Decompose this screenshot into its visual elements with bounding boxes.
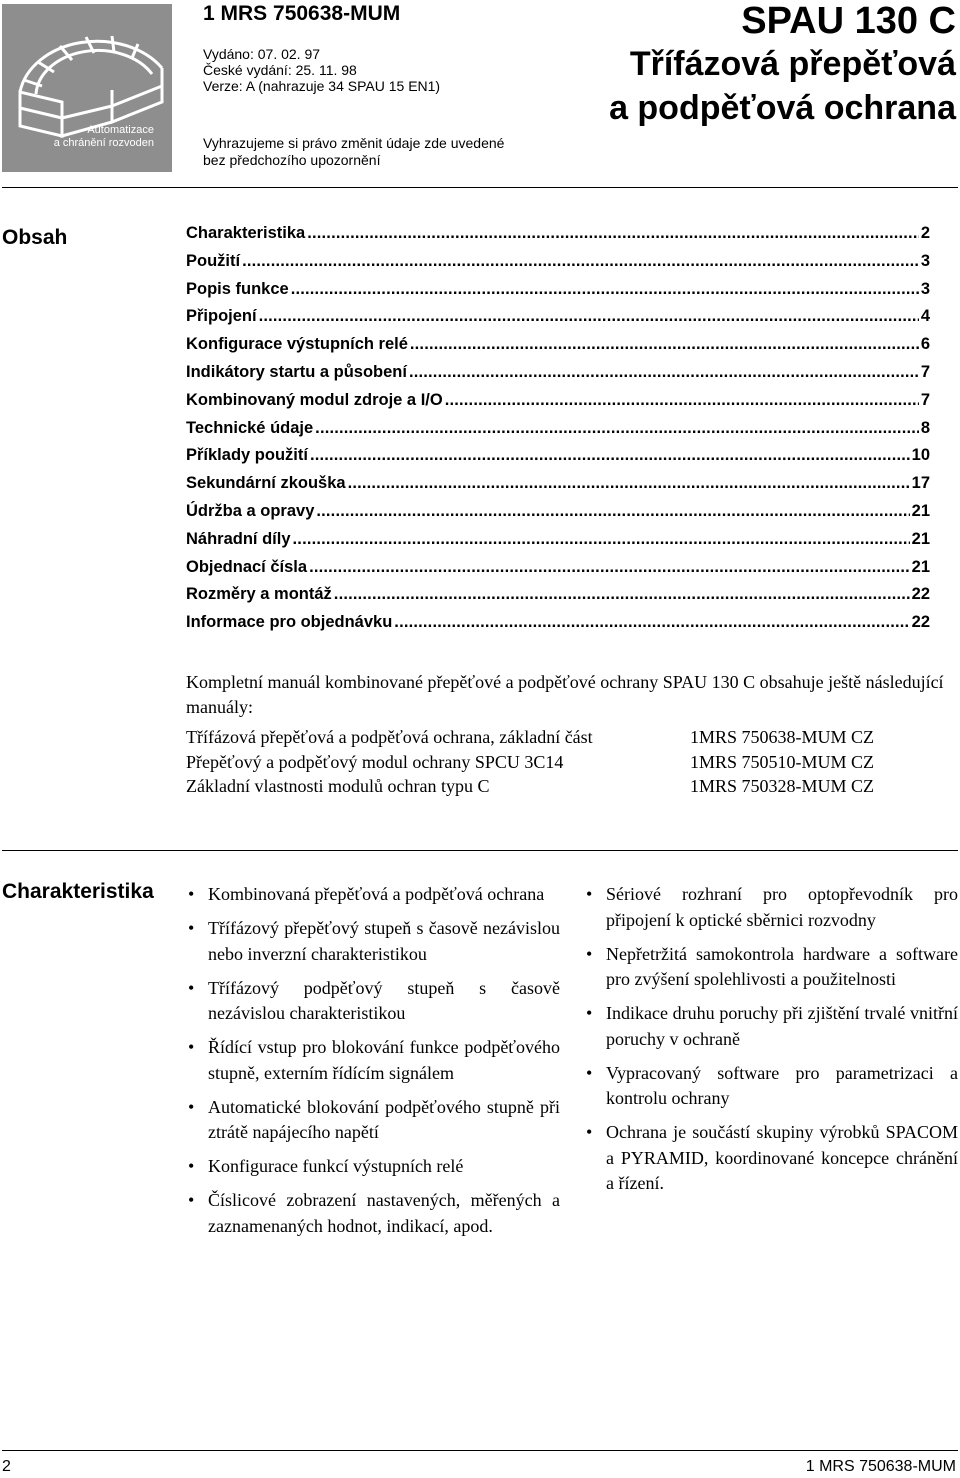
disclaimer-line-2: bez předchozího upozornění (203, 152, 381, 168)
toc-item[interactable] (186, 530, 930, 558)
toc-item[interactable] (186, 558, 930, 586)
toc-item-page: 21 (911, 557, 930, 576)
toc-item-page: 4 (920, 307, 930, 326)
toc-item-page: 22 (911, 585, 930, 604)
manual-name: Třífázová přepěťová a podpěťová ochrana, základní část (186, 727, 593, 747)
toc-item[interactable] (186, 613, 930, 641)
features-right-column (584, 882, 958, 1205)
document-meta (203, 46, 440, 94)
feature-item: • Vypracovaný software pro parametrizaci a kontrolu ochrany (584, 1061, 958, 1112)
toc-leader-dots (315, 419, 919, 438)
toc-item-page: 21 (911, 501, 930, 520)
toc-item-title: Údržba a opravy (186, 501, 315, 520)
toc-item-page: 3 (920, 251, 930, 270)
features-heading: Charakteristika (2, 880, 154, 903)
subtitle-line-1: Třífázová přepěťová (629, 45, 956, 83)
toc-item[interactable] (186, 419, 930, 447)
feature-item: • Řídící vstup pro blokování funkce podpěťového stupně, externím řídícím signálem (186, 1035, 560, 1086)
toc-leader-dots (348, 474, 910, 493)
toc-item-title: Kombinovaný modul zdroje a I/O (186, 390, 443, 409)
issued-date: Vydáno: 07. 02. 97 (203, 46, 321, 62)
manual-row (186, 727, 906, 752)
toc-leader-dots (310, 446, 910, 465)
contents-heading: Obsah (2, 226, 68, 249)
logo-caption-line-2: a chránění rozvoden (53, 137, 154, 149)
toc-item[interactable] (186, 585, 930, 613)
toc-item-title: Rozměry a montáž (186, 585, 332, 604)
manual-code: 1MRS 750510-MUM CZ (690, 751, 875, 772)
toc-item-page: 3 (920, 279, 930, 298)
toc-item-title: Indikátory startu a působení (186, 362, 407, 381)
toc-item-page: 10 (911, 446, 930, 465)
header-divider (2, 187, 958, 188)
footer-divider (2, 1450, 958, 1451)
toc-item[interactable] (186, 280, 930, 308)
toc-item[interactable] (186, 391, 930, 419)
toc-item-title: Charakteristika (186, 224, 306, 242)
manual-name: Základní vlastnosti modulů ochran typu C (186, 776, 490, 796)
manuals-intro: Kompletní manuál kombinované přepěťové a podpěťové ochrany SPAU 130 C obsahuje ještě následující manuály: (186, 672, 944, 717)
toc-item[interactable] (186, 307, 930, 335)
toc-leader-dots (394, 613, 909, 632)
toc-item-page: 21 (911, 529, 930, 548)
company-logo (2, 4, 172, 172)
toc-item-title: Popis funkce (186, 279, 289, 298)
toc-leader-dots (293, 530, 910, 549)
toc-item-page: 6 (920, 335, 930, 354)
version-info: Verze: A (nahrazuje 34 SPAU 15 EN1) (203, 78, 441, 94)
section-divider (2, 850, 958, 851)
toc-item[interactable] (186, 252, 930, 280)
subtitle-line-2: a podpěťová ochrana (609, 89, 956, 127)
feature-item: • Konfigurace funkcí výstupních relé (186, 1154, 560, 1180)
page-number: 2 (2, 1458, 11, 1475)
toc-item-page: 2 (920, 224, 930, 242)
feature-item: • Automatické blokování podpěťového stupně při ztrátě napájecího napětí (186, 1095, 560, 1146)
features-left-column (186, 882, 560, 1248)
toc-item[interactable] (186, 224, 930, 252)
manual-code: 1MRS 750638-MUM CZ (690, 727, 875, 747)
toc-item-title: Objednací čísla (186, 557, 308, 576)
toc-leader-dots (307, 224, 919, 243)
toc-item[interactable] (186, 446, 930, 474)
toc-leader-dots (409, 363, 919, 382)
feature-item: • Ochrana je součástí skupiny výrobků SPACOM a PYRAMID, koordinované koncepce chránění a řízení. (584, 1120, 958, 1197)
manual-row (186, 776, 906, 801)
toc-item-page: 22 (911, 613, 930, 632)
toc-item-title: Příklady použití (186, 446, 308, 465)
toc-item[interactable] (186, 335, 930, 363)
title-block (609, 0, 956, 130)
toc-item[interactable] (186, 502, 930, 530)
product-model: SPAU 130 C (741, 0, 956, 42)
toc-leader-dots (316, 502, 909, 521)
toc-item-title: Konfigurace výstupních relé (186, 335, 408, 354)
toc-item-title: Náhradní díly (186, 529, 291, 548)
toc-item-page: 8 (920, 418, 930, 437)
disclaimer-line-1: Vyhrazujeme si právo změnit údaje zde uvedené (203, 135, 505, 151)
toc-item-title: Použití (186, 251, 241, 270)
feature-item: • Třífázový podpěťový stupeň s časově nezávislou charakteristikou (186, 976, 560, 1027)
toc-leader-dots (410, 335, 919, 354)
logo-caption-line-1: Automatizace (87, 124, 154, 136)
table-of-contents (186, 224, 930, 641)
product-subtitle (609, 42, 956, 130)
feature-item: • Indikace druhu poruchy při zjištění trvalé vnitřní poruchy v ochraně (584, 1001, 958, 1052)
feature-item: • Nepřetržitá samokontrola hardware a software pro zvýšení spolehlivosti a použitelnosti (584, 942, 958, 993)
toc-item-title: Technické údaje (186, 418, 314, 437)
toc-leader-dots (242, 252, 919, 271)
czech-issue-date: České vydání: 25. 11. 98 (203, 62, 357, 78)
toc-leader-dots (445, 391, 919, 410)
toc-item-title: Sekundární zkouška (186, 474, 346, 493)
toc-item-title: Informace pro objednávku (186, 613, 393, 632)
toc-item-page: 17 (911, 474, 930, 493)
toc-item-page: 7 (920, 390, 930, 409)
feature-item: • Třífázový přepěťový stupeň s časově nezávislou nebo inverzní charakteristikou (186, 916, 560, 967)
document-id: 1 MRS 750638-MUM (203, 2, 401, 25)
manual-row (186, 752, 906, 777)
toc-item-page: 7 (920, 362, 930, 381)
toc-leader-dots (334, 585, 910, 604)
feature-item: • Číslicové zobrazení nastavených, měřených a zaznamenaných hodnot, indikací, apod. (186, 1188, 560, 1239)
related-manuals-list (186, 727, 906, 801)
toc-leader-dots (259, 307, 919, 326)
disclaimer (203, 135, 543, 169)
toc-item[interactable] (186, 474, 930, 502)
manual-code: 1MRS 750328-MUM CZ (690, 776, 875, 796)
logo-caption (2, 124, 172, 150)
toc-item-title: Připojení (186, 307, 257, 326)
toc-leader-dots (291, 280, 919, 299)
manual-name: Přepěťový a podpěťový modul ochrany SPCU 3C14 (186, 751, 564, 772)
feature-item: • Sériové rozhraní pro optopřevodník pro připojení k optické sběrnici rozvodny (584, 882, 958, 933)
toc-leader-dots (309, 558, 910, 577)
footer-document-id: 1 MRS 750638-MUM (805, 1458, 956, 1475)
feature-item: • Kombinovaná přepěťová a podpěťová ochrana (186, 882, 560, 908)
toc-item[interactable] (186, 363, 930, 391)
